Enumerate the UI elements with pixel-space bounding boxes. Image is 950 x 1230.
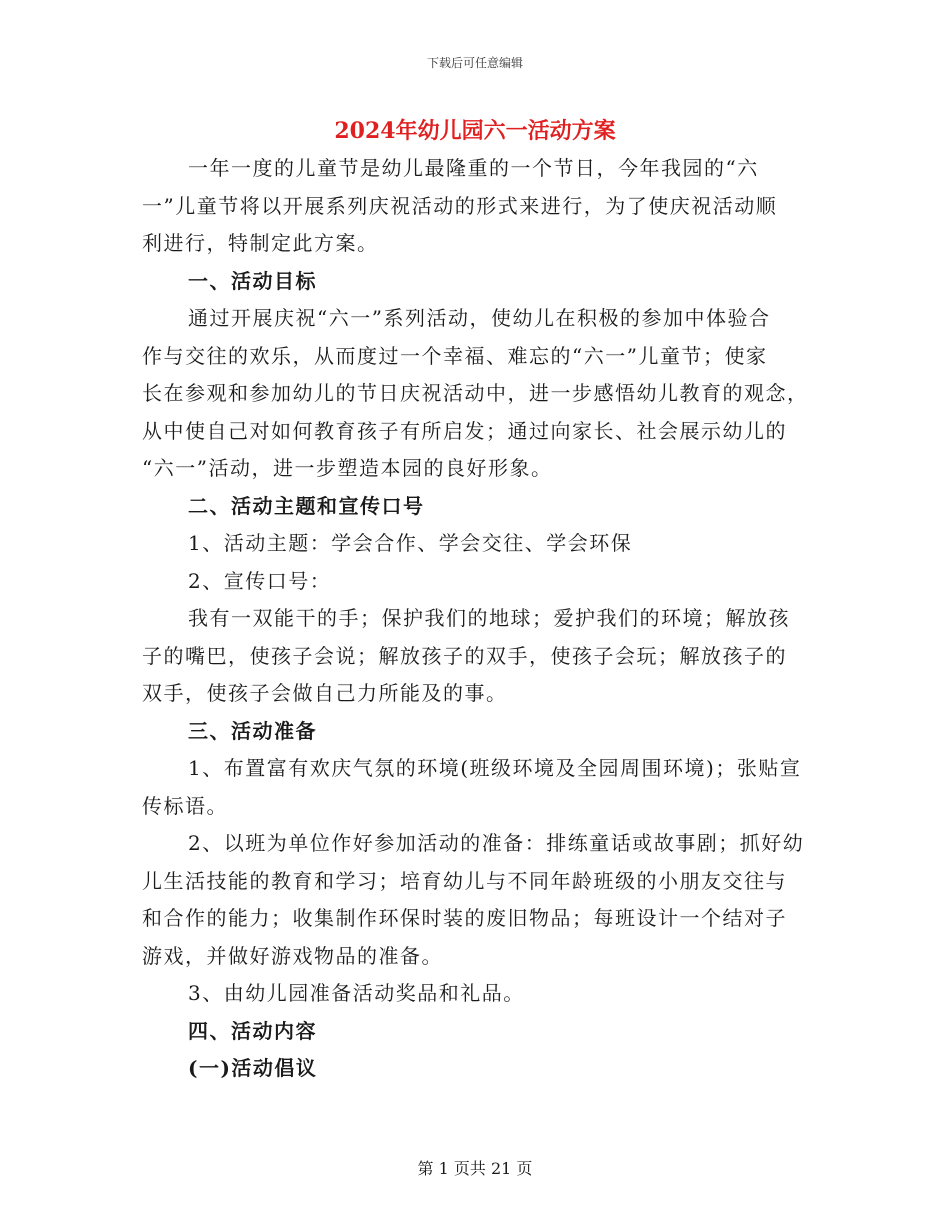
paragraph-line: 长在参观和参加幼儿的节日庆祝活动中，进一步感悟幼儿教育的观念，	[142, 381, 809, 405]
paragraph-line: 通过开展庆祝“六一”系列活动，使幼儿在积极的参加中体验合	[188, 306, 771, 330]
paragraph-line: 游戏，并做好游戏物品的准备。	[142, 943, 443, 968]
paragraph-line: 利进行，特制定此方案。	[142, 231, 379, 255]
paragraph-line: 一年一度的儿童节是幼儿最隆重的一个节日，今年我园的“六	[188, 156, 759, 180]
page-header-note: 下载后可任意编辑	[426, 56, 523, 70]
paragraph-line: 一”儿童节将以开展系列庆祝活动的形式来进行，为了使庆祝活动顺	[142, 193, 778, 218]
paragraph-line: 双手，使孩子会做自己力所能及的事。	[142, 681, 508, 705]
paragraph-line: 和合作的能力；收集制作环保时装的废旧物品；每班设计一个结对子	[142, 906, 787, 930]
paragraph-line: 传标语。	[142, 793, 228, 818]
paragraph-line: “六一”活动，进一步塑造本园的良好形象。	[142, 456, 553, 480]
section-heading: 四、活动内容	[188, 1018, 317, 1043]
section-heading: (一)活动倡议	[188, 1056, 318, 1080]
paragraph-line: 1、活动主题：学会合作、学会交往、学会环保	[188, 531, 633, 555]
paragraph-line: 2、宣传口号：	[188, 568, 332, 593]
section-heading: 三、活动准备	[188, 718, 317, 743]
paragraph-line: 我有一双能干的手；保护我们的地球；爱护我们的环境；解放孩	[188, 606, 790, 630]
paragraph-line: 3、由幼儿园准备活动奖品和礼品。	[188, 981, 525, 1005]
paragraph-line: 从中使自己对如何教育孩子有所启发；通过向家长、社会展示幼儿的	[142, 418, 787, 443]
paragraph-line: 儿生活技能的教育和学习；培育幼儿与不同年龄班级的小朋友交往与	[142, 868, 787, 893]
section-heading: 二、活动主题和宣传口号	[188, 493, 425, 518]
paragraph-line: 2、以班为单位作好参加活动的准备：排练童话或故事剧；抓好幼	[188, 831, 805, 855]
document-title: 2024年幼儿园六一活动方案	[334, 118, 616, 144]
document-body	[142, 150, 810, 1088]
page-footer: 第 1 页共 21 页	[417, 1159, 533, 1178]
paragraph-line: 1、布置富有欢庆气氛的环境(班级环境及全园周围环境)；张贴宣	[188, 756, 802, 780]
paragraph-line: 子的嘴巴，使孩子会说；解放孩子的双手，使孩子会玩；解放孩子的	[142, 643, 787, 668]
section-heading: 一、活动目标	[188, 268, 317, 293]
paragraph-line: 作与交往的欢乐，从而度过一个幸福、难忘的“六一”儿童节；使家	[142, 343, 768, 368]
